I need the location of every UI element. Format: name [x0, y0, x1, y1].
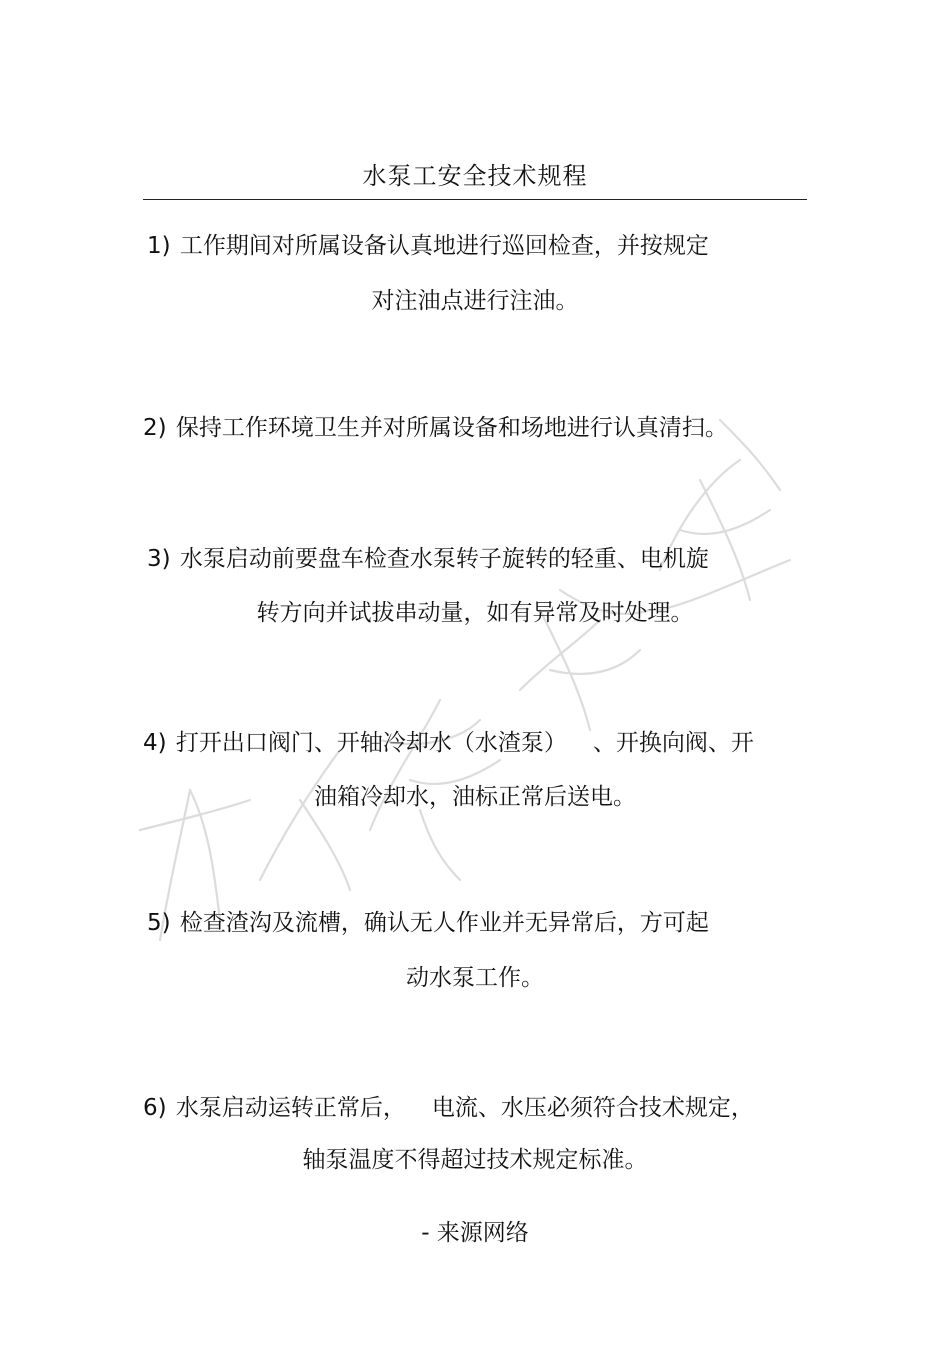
item-number: 6)	[143, 1095, 167, 1121]
item-text-part-b: 、开换向阀、开	[592, 730, 754, 756]
item-text-part-b: 电流、水压必须符合技术规定，	[431, 1095, 754, 1121]
item-text: 水泵启动前要盘车检查水泵转子旋转的轻重、电机旋	[179, 546, 709, 572]
item-text-part-a: 打开出口阀门、开轴冷却水（水渣泵）	[175, 730, 567, 756]
source-note: - 来源网络	[421, 1220, 529, 1246]
rule-item-5	[147, 907, 709, 939]
item-number: 1)	[147, 233, 171, 259]
item-text: 保持工作环境卫生并对所属设备和场地进行认真清扫。	[175, 415, 728, 441]
rule-item-6-continuation: 轴泵温度不得超过技术规定标准。	[302, 1147, 648, 1173]
title-divider	[143, 199, 807, 200]
rule-item-3-continuation: 转方向并试拔串动量，如有异常及时处理。	[256, 600, 694, 626]
rule-item-4	[143, 727, 754, 759]
item-number: 3)	[147, 546, 171, 572]
item-number: 2)	[143, 415, 167, 441]
item-text: 检查渣沟及流槽，确认无人作业并无异常后，方可起	[179, 910, 709, 936]
rule-item-1-continuation: 对注油点进行注油。	[371, 288, 579, 314]
item-number: 4)	[143, 730, 167, 756]
page-title: 水泵工安全技术规程	[362, 162, 588, 190]
rule-item-4-continuation: 油箱冷却水，油标正常后送电。	[314, 784, 636, 810]
item-text: 工作期间对所属设备认真地进行巡回检查，并按规定	[179, 233, 709, 259]
rule-item-3	[147, 543, 709, 575]
rule-item-2	[143, 412, 728, 444]
item-number: 5)	[147, 910, 171, 936]
rule-item-5-continuation: 动水泵工作。	[406, 965, 544, 991]
rule-item-6	[143, 1092, 754, 1124]
rule-item-1	[147, 230, 709, 262]
handwritten-watermark	[120, 360, 820, 960]
item-text-part-a: 水泵启动运转正常后，	[175, 1095, 406, 1121]
